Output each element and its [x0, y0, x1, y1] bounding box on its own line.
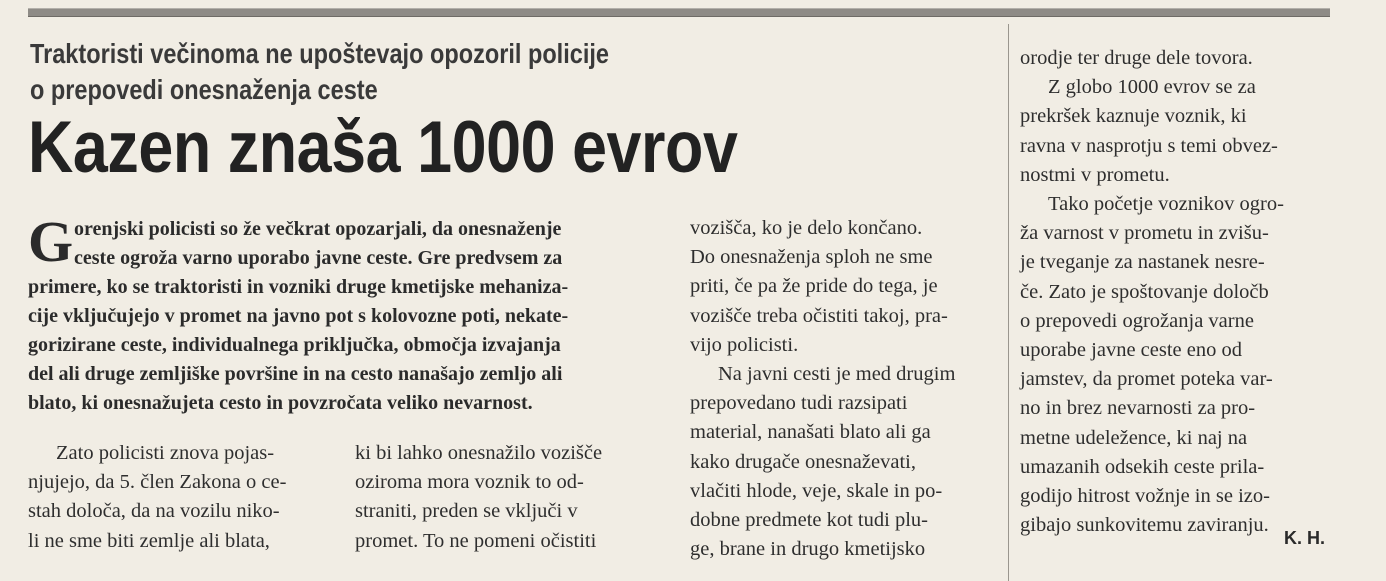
- body-line: ge, brane in drugo kmetijsko: [690, 538, 926, 561]
- kicker-line: o prepovedi onesnaženja ceste: [30, 74, 378, 105]
- body-column-1: [28, 439, 333, 556]
- body-line: vozišče treba očistiti takoj, pra-: [690, 304, 948, 327]
- body-line: stah določa, da na vozilu niko-: [28, 500, 280, 523]
- body-line: prepovedano tudi razsipati: [690, 392, 908, 415]
- body-line: umazanih odsekih ceste prila-: [1020, 455, 1265, 478]
- body-line: kako drugače onesnaževati,: [690, 450, 916, 473]
- body-column-4: [1020, 44, 1330, 540]
- body-line: Do onesnaženja sploh ne sme: [690, 246, 933, 269]
- body-line: vozišča, ko je delo končano.: [690, 217, 923, 239]
- body-line: vijo policisti.: [690, 333, 799, 356]
- body-line: ki bi lahko onesnažilo vozišče: [355, 442, 603, 464]
- lead-line: orenjski policisti so že večkrat opozarjali, da onesnaženje: [74, 218, 562, 240]
- body-line: orodje ter druge dele tovora.: [1020, 47, 1253, 69]
- body-line: ža varnost v prometu in zvišu-: [1020, 222, 1269, 245]
- body-line: gibajo sunkovitemu zaviranju.: [1020, 514, 1269, 537]
- body-line: jamstev, da promet poteka var-: [1020, 368, 1273, 391]
- body-line: vlačiti hlode, veje, skale in po-: [690, 479, 943, 502]
- kicker-line: Traktoristi večinoma ne upoštevajo opozoril policije: [30, 38, 609, 69]
- body-column-2: [355, 439, 665, 556]
- body-line: uporabe javne ceste eno od: [1020, 339, 1242, 362]
- body-line: je tveganje za nastanek nesre-: [1020, 251, 1265, 274]
- body-line: če. Zato je spoštovanje določb: [1020, 280, 1269, 303]
- drop-cap: G: [28, 209, 74, 274]
- body-line: oziroma mora voznik to od-: [355, 471, 584, 494]
- body-line: Z globo 1000 evrov se za: [1048, 76, 1256, 99]
- body-line: Tako početje voznikov ogro-: [1048, 193, 1284, 216]
- body-line: njujejo, da 5. člen Zakona o ce-: [28, 471, 287, 494]
- top-rule: [28, 8, 1330, 17]
- lead-line: gorizirane ceste, individualnega priključka, območja izvajanja: [28, 334, 561, 356]
- lead-line: cije vključujejo v promet na javno pot s kolovozne poti, nekate-: [28, 305, 569, 327]
- lead-line: del ali druge zemljiške površine in na cesto nanašajo zemljo ali: [28, 363, 563, 385]
- body-line: nostmi v prometu.: [1020, 163, 1170, 186]
- body-line: li ne sme biti zemlje ali blata,: [28, 529, 270, 552]
- author-signature: K. H.: [1284, 528, 1326, 548]
- lead-line: ceste ogroža varno uporabo javne ceste. Gre predvsem za: [74, 247, 563, 269]
- body-line: ravna v nasprotju s temi obvez-: [1020, 134, 1278, 157]
- body-line: promet. To ne pomeni očistiti: [355, 529, 597, 552]
- body-line: prekršek kaznuje voznik, ki: [1020, 105, 1247, 128]
- body-line: godijo hitrost vožnje in se izo-: [1020, 485, 1270, 508]
- body-line: straniti, preden se vključi v: [355, 500, 578, 523]
- body-line: dobne predmete kot tudi plu-: [690, 509, 928, 532]
- body-line: no in brez nevarnosti za pro-: [1020, 397, 1256, 420]
- body-line: o prepovedi ogrožanja varne: [1020, 309, 1254, 332]
- lead-line: primere, ko se traktoristi in vozniki druge kmetijske mehaniza-: [28, 276, 569, 298]
- lead-paragraph: [28, 209, 668, 418]
- body-column-3: [690, 214, 1002, 564]
- lead-line: blato, ki onesnažujeta cesto in povzročata veliko nevarnost.: [28, 392, 533, 414]
- body-line: material, nanašati blato ali ga: [690, 421, 931, 444]
- article-headline: Kazen znaša 1000 evrov: [28, 107, 738, 188]
- column-divider: [1008, 24, 1009, 581]
- article-kicker: [30, 36, 694, 108]
- body-line: Zato policisti znova pojas-: [56, 442, 275, 464]
- body-line: Na javni cesti je med drugim: [718, 363, 956, 386]
- body-line: metne udeležence, ki naj na: [1020, 426, 1248, 449]
- body-line: priti, če pa že pride do tega, je: [690, 275, 938, 298]
